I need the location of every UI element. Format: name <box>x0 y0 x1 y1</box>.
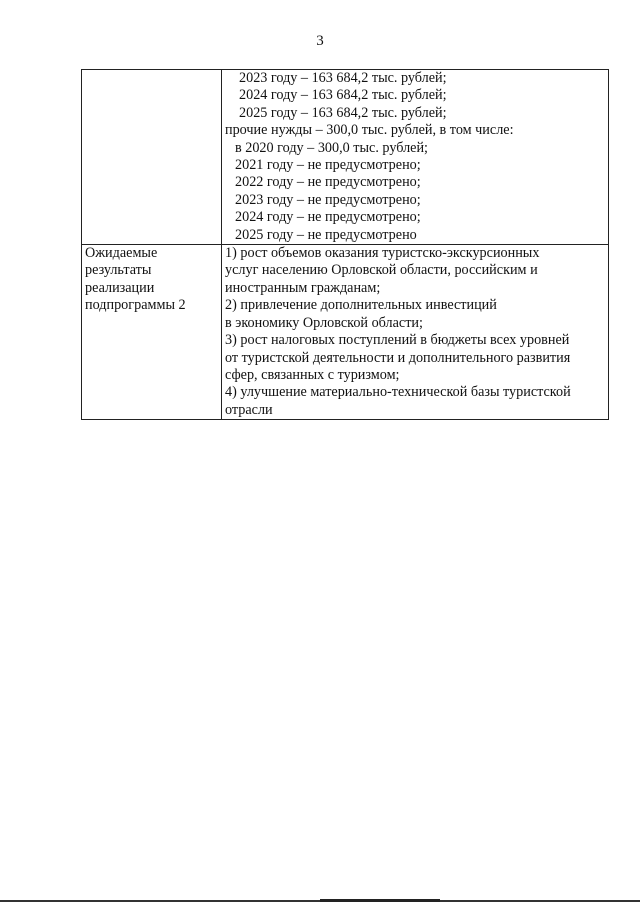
result-line: услуг населению Орловской области, российским и <box>225 262 538 279</box>
result-line: 1) рост объемов оказания туристско-экскурсионных <box>225 245 540 262</box>
subprogram-passport-table <box>81 69 609 420</box>
other-needs-2025: 2025 году – не предусмотрено <box>235 226 417 243</box>
result-line: сфер, связанных с туризмом; <box>225 366 400 383</box>
result-line: 3) рост налоговых поступлений в бюджеты всех уровней <box>225 332 570 349</box>
result-line: в экономику Орловской области; <box>225 314 423 331</box>
other-needs-2023: 2023 году – не предусмотрено; <box>235 191 421 208</box>
expected-results-cell <box>222 245 609 420</box>
result-line: 2) привлечение дополнительных инвестиций <box>225 297 497 314</box>
funding-line-2023: 2023 году – 163 684,2 тыс. рублей; <box>239 70 447 86</box>
result-line: 4) улучшение материально-технической базы туристской <box>225 384 571 401</box>
result-line: от туристской деятельности и дополнительного развития <box>225 349 571 366</box>
label-line: Ожидаемые <box>85 245 158 262</box>
financing-details-cell <box>222 70 609 245</box>
label-line: подпрограммы 2 <box>85 297 186 314</box>
result-line: отрасли <box>225 401 273 418</box>
other-needs-2020: в 2020 году – 300,0 тыс. рублей; <box>235 139 428 156</box>
other-needs-2024: 2024 году – не предусмотрено; <box>235 209 421 226</box>
page-number: 3 <box>316 33 324 49</box>
table-row-expected-results <box>82 245 609 420</box>
label-line: результаты <box>85 262 152 279</box>
table-row-financing <box>82 70 609 245</box>
funding-line-2024: 2024 году – 163 684,2 тыс. рублей; <box>239 87 447 104</box>
expected-results-label-cell <box>82 245 222 420</box>
label-line: реализации <box>85 279 155 296</box>
scan-bottom-edge-mark <box>320 899 440 902</box>
row-label-cell-empty <box>82 70 222 245</box>
other-needs-line: прочие нужды – 300,0 тыс. рублей, в том числе: <box>225 122 514 139</box>
result-line: иностранным гражданам; <box>225 279 381 296</box>
other-needs-2021: 2021 году – не предусмотрено; <box>235 157 421 174</box>
funding-line-2025: 2025 году – 163 684,2 тыс. рублей; <box>239 104 447 121</box>
other-needs-2022: 2022 году – не предусмотрено; <box>235 174 421 191</box>
